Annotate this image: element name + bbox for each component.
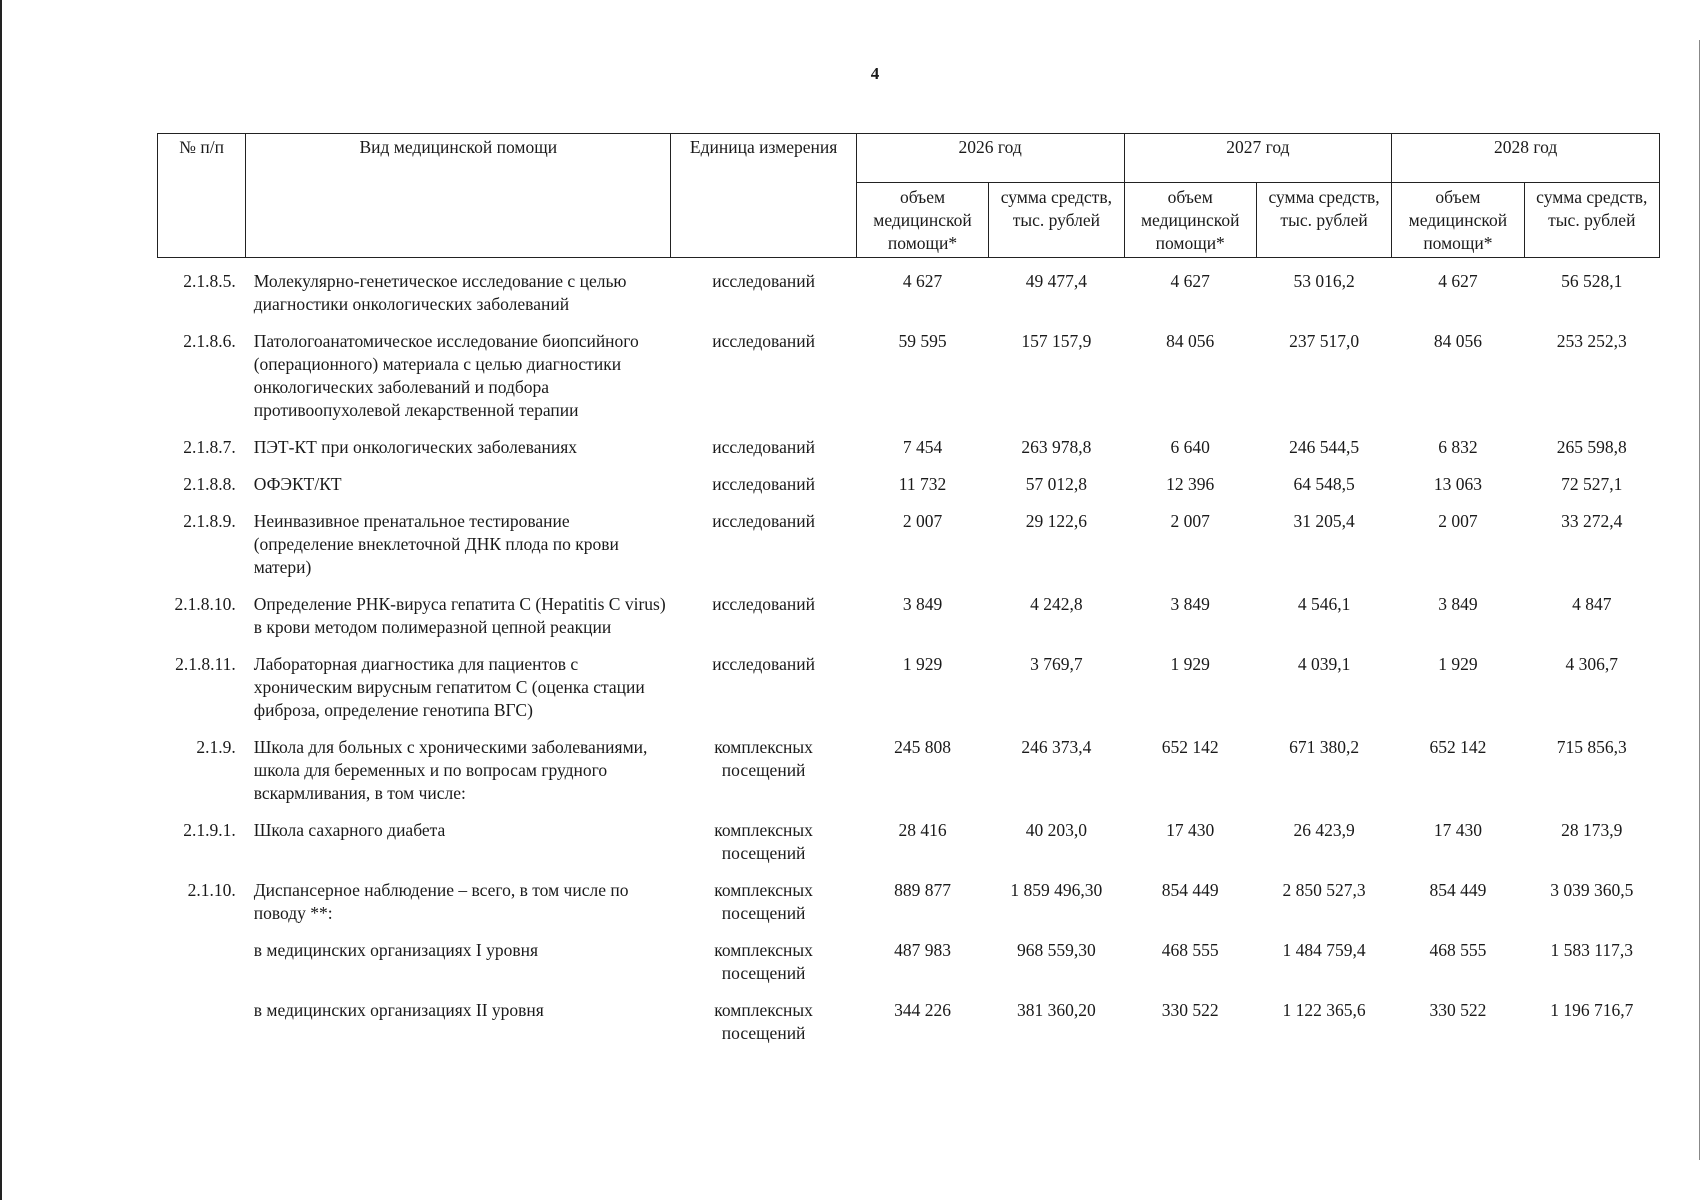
row-sum-2028: 72 527,1: [1561, 474, 1623, 494]
row-unit: комплексных посещений: [714, 1000, 813, 1043]
table-row: [158, 469, 1660, 506]
row-sum-2028: 4 306,7: [1565, 654, 1619, 674]
row-volume-2026: 1 929: [902, 654, 943, 674]
row-care-type: ОФЭКТ/КТ: [253, 474, 342, 494]
row-volume-2026: 4 627: [902, 271, 943, 291]
row-sum-2028: 265 598,8: [1556, 437, 1627, 457]
row-sum-2027: 246 544,5: [1289, 437, 1360, 457]
header-number: № п/п: [158, 134, 246, 258]
row-sum-2026: 968 559,30: [1016, 940, 1096, 960]
row-number: 2.1.8.9.: [183, 511, 236, 531]
row-number: 2.1.9.1.: [183, 820, 236, 840]
row-volume-2026: 2 007: [902, 511, 943, 531]
row-volume-2027: 3 849: [1170, 594, 1210, 614]
header-unit: Единица измерения: [671, 134, 856, 258]
row-care-type: Неинвазивное пренатальное тестирование (определение внеклеточной ДНК плода по крови матери): [253, 511, 619, 577]
row-volume-2028: 6 832: [1438, 437, 1478, 457]
row-care-type: Молекулярно-генетическое исследование с целью диагностики онкологических заболеваний: [253, 271, 627, 314]
table-row: [158, 995, 1660, 1055]
row-volume-2027: 1 929: [1170, 654, 1210, 674]
row-care-type: Патологоанатомическое исследование биопсийного (операционного) материала с целью диагностики онкологических заболеваний и подбора противоопухолевой лекарственной терапии: [253, 331, 639, 420]
row-volume-2027: 468 555: [1161, 940, 1219, 960]
header-sum-2028: сумма средств, тыс. рублей: [1524, 183, 1659, 258]
row-sum-2026: 40 203,0: [1025, 820, 1087, 840]
row-unit: исследований: [712, 437, 815, 457]
row-sum-2028: 253 252,3: [1556, 331, 1627, 351]
row-sum-2027: 671 380,2: [1289, 737, 1360, 757]
row-care-type: Диспансерное наблюдение – всего, в том числе по поводу **:: [253, 880, 629, 923]
header-year-2028: 2028 год: [1392, 134, 1660, 183]
row-volume-2026: 245 808: [894, 737, 951, 757]
table-row: [158, 815, 1660, 875]
row-sum-2028: 1 583 117,3: [1550, 940, 1634, 960]
row-sum-2028: 3 039 360,5: [1550, 880, 1634, 900]
row-unit: исследований: [712, 474, 815, 494]
header-year-2027: 2027 год: [1124, 134, 1392, 183]
table-row: [158, 649, 1660, 732]
header-year-2026: 2026 год: [856, 134, 1124, 183]
row-volume-2027: 6 640: [1170, 437, 1210, 457]
row-sum-2027: 1 122 365,6: [1282, 1000, 1366, 1020]
row-volume-2027: 854 449: [1161, 880, 1219, 900]
row-volume-2026: 889 877: [894, 880, 951, 900]
row-sum-2026: 3 769,7: [1030, 654, 1083, 674]
row-sum-2028: 1 196 716,7: [1550, 1000, 1634, 1020]
row-volume-2028: 1 929: [1438, 654, 1478, 674]
row-unit: комплексных посещений: [714, 737, 813, 780]
page-edge-line: [0, 0, 2, 1200]
row-volume-2028: 468 555: [1429, 940, 1487, 960]
row-volume-2027: 330 522: [1161, 1000, 1219, 1020]
medical-care-table: [157, 133, 1660, 1055]
row-volume-2026: 59 595: [898, 331, 947, 351]
row-volume-2027: 84 056: [1166, 331, 1215, 351]
row-unit: исследований: [712, 654, 815, 674]
row-volume-2026: 28 416: [898, 820, 947, 840]
row-unit: комплексных посещений: [714, 940, 813, 983]
row-volume-2028: 330 522: [1429, 1000, 1487, 1020]
row-care-type: в медицинских организациях I уровня: [253, 940, 538, 960]
row-volume-2026: 487 983: [894, 940, 951, 960]
row-care-type: Школа для больных с хроническими заболеваниями, школа для беременных и по вопросам грудного вскармливания, в том числе:: [253, 737, 648, 803]
row-number: 2.1.8.10.: [174, 594, 236, 614]
row-number: 2.1.8.6.: [183, 331, 236, 351]
row-unit: исследований: [712, 511, 815, 531]
row-number: 2.1.8.8.: [183, 474, 236, 494]
row-number: 2.1.9.: [196, 737, 236, 757]
table-row: [158, 935, 1660, 995]
row-sum-2027: 2 850 527,3: [1282, 880, 1366, 900]
row-volume-2027: 17 430: [1166, 820, 1215, 840]
row-number: [158, 995, 246, 1055]
row-number: 2.1.8.7.: [183, 437, 236, 457]
row-sum-2026: 157 157,9: [1021, 331, 1092, 351]
header-sum-2027: сумма средств, тыс. рублей: [1256, 183, 1391, 258]
table-body: [158, 258, 1660, 1056]
row-sum-2027: 53 016,2: [1293, 271, 1355, 291]
row-volume-2028: 2 007: [1438, 511, 1478, 531]
table-row: [158, 875, 1660, 935]
row-number: 2.1.8.5.: [183, 271, 236, 291]
row-unit: комплексных посещений: [714, 880, 813, 923]
row-sum-2028: 4 847: [1572, 594, 1612, 614]
table-row: [158, 732, 1660, 815]
row-volume-2026: 344 226: [894, 1000, 951, 1020]
row-sum-2026: 381 360,20: [1016, 1000, 1096, 1020]
header-sum-2026: сумма средств, тыс. рублей: [989, 183, 1124, 258]
page-edge-line-right: [1699, 40, 1700, 1160]
row-volume-2027: 12 396: [1166, 474, 1215, 494]
row-sum-2026: 29 122,6: [1025, 511, 1087, 531]
row-sum-2026: 57 012,8: [1025, 474, 1087, 494]
row-care-type: Определение РНК-вируса гепатита С (Hepatitis C virus) в крови методом полимеразной цепной реакции: [253, 594, 666, 637]
row-sum-2026: 49 477,4: [1025, 271, 1087, 291]
row-volume-2028: 652 142: [1429, 737, 1487, 757]
row-sum-2026: 263 978,8: [1021, 437, 1092, 457]
row-volume-2028: 13 063: [1433, 474, 1482, 494]
row-volume-2028: 3 849: [1438, 594, 1478, 614]
row-care-type: Школа сахарного диабета: [253, 820, 446, 840]
row-number: [158, 935, 246, 995]
header-volume-2028: объем медицинской помощи*: [1392, 183, 1524, 258]
row-care-type: в медицинских организациях II уровня: [253, 1000, 544, 1020]
row-sum-2027: 237 517,0: [1289, 331, 1360, 351]
row-sum-2027: 31 205,4: [1293, 511, 1355, 531]
row-volume-2027: 2 007: [1170, 511, 1210, 531]
row-volume-2026: 3 849: [902, 594, 943, 614]
row-sum-2027: 26 423,9: [1293, 820, 1355, 840]
row-unit: исследований: [712, 331, 815, 351]
table-row: [158, 258, 1660, 327]
header-volume-2027: объем медицинской помощи*: [1124, 183, 1256, 258]
row-sum-2026: 4 242,8: [1030, 594, 1083, 614]
table-row: [158, 506, 1660, 589]
row-unit: комплексных посещений: [714, 820, 813, 863]
row-sum-2028: 28 173,9: [1561, 820, 1623, 840]
row-number: 2.1.10.: [187, 880, 236, 900]
row-sum-2028: 715 856,3: [1556, 737, 1627, 757]
row-unit: исследований: [712, 594, 815, 614]
row-volume-2027: 652 142: [1161, 737, 1219, 757]
row-volume-2028: 854 449: [1429, 880, 1487, 900]
row-volume-2028: 4 627: [1438, 271, 1478, 291]
row-sum-2026: 246 373,4: [1021, 737, 1092, 757]
row-volume-2027: 4 627: [1170, 271, 1210, 291]
row-volume-2026: 7 454: [902, 437, 943, 457]
row-volume-2026: 11 732: [898, 474, 947, 494]
table-row: [158, 326, 1660, 432]
table-row: [158, 589, 1660, 649]
row-sum-2028: 33 272,4: [1561, 511, 1623, 531]
row-number: 2.1.8.11.: [175, 654, 236, 674]
row-sum-2027: 1 484 759,4: [1282, 940, 1366, 960]
table-row: [158, 432, 1660, 469]
row-unit: исследований: [712, 271, 815, 291]
row-sum-2026: 1 859 496,30: [1010, 880, 1103, 900]
header-care-type: Вид медицинской помощи: [246, 134, 671, 258]
row-care-type: Лабораторная диагностика для пациентов с хроническим вирусным гепатитом С (оценка стации фиброза, определение генотипа ВГС): [253, 654, 645, 720]
row-sum-2027: 64 548,5: [1293, 474, 1355, 494]
row-sum-2027: 4 039,1: [1297, 654, 1351, 674]
page-number: 4: [870, 64, 880, 83]
row-care-type: ПЭТ-КТ при онкологических заболеваниях: [253, 437, 578, 457]
row-sum-2027: 4 546,1: [1297, 594, 1351, 614]
row-volume-2028: 17 430: [1433, 820, 1482, 840]
table-header: [158, 134, 1660, 258]
row-sum-2028: 56 528,1: [1561, 271, 1623, 291]
header-volume-2026: объем медицинской помощи*: [856, 183, 988, 258]
row-volume-2028: 84 056: [1433, 331, 1482, 351]
